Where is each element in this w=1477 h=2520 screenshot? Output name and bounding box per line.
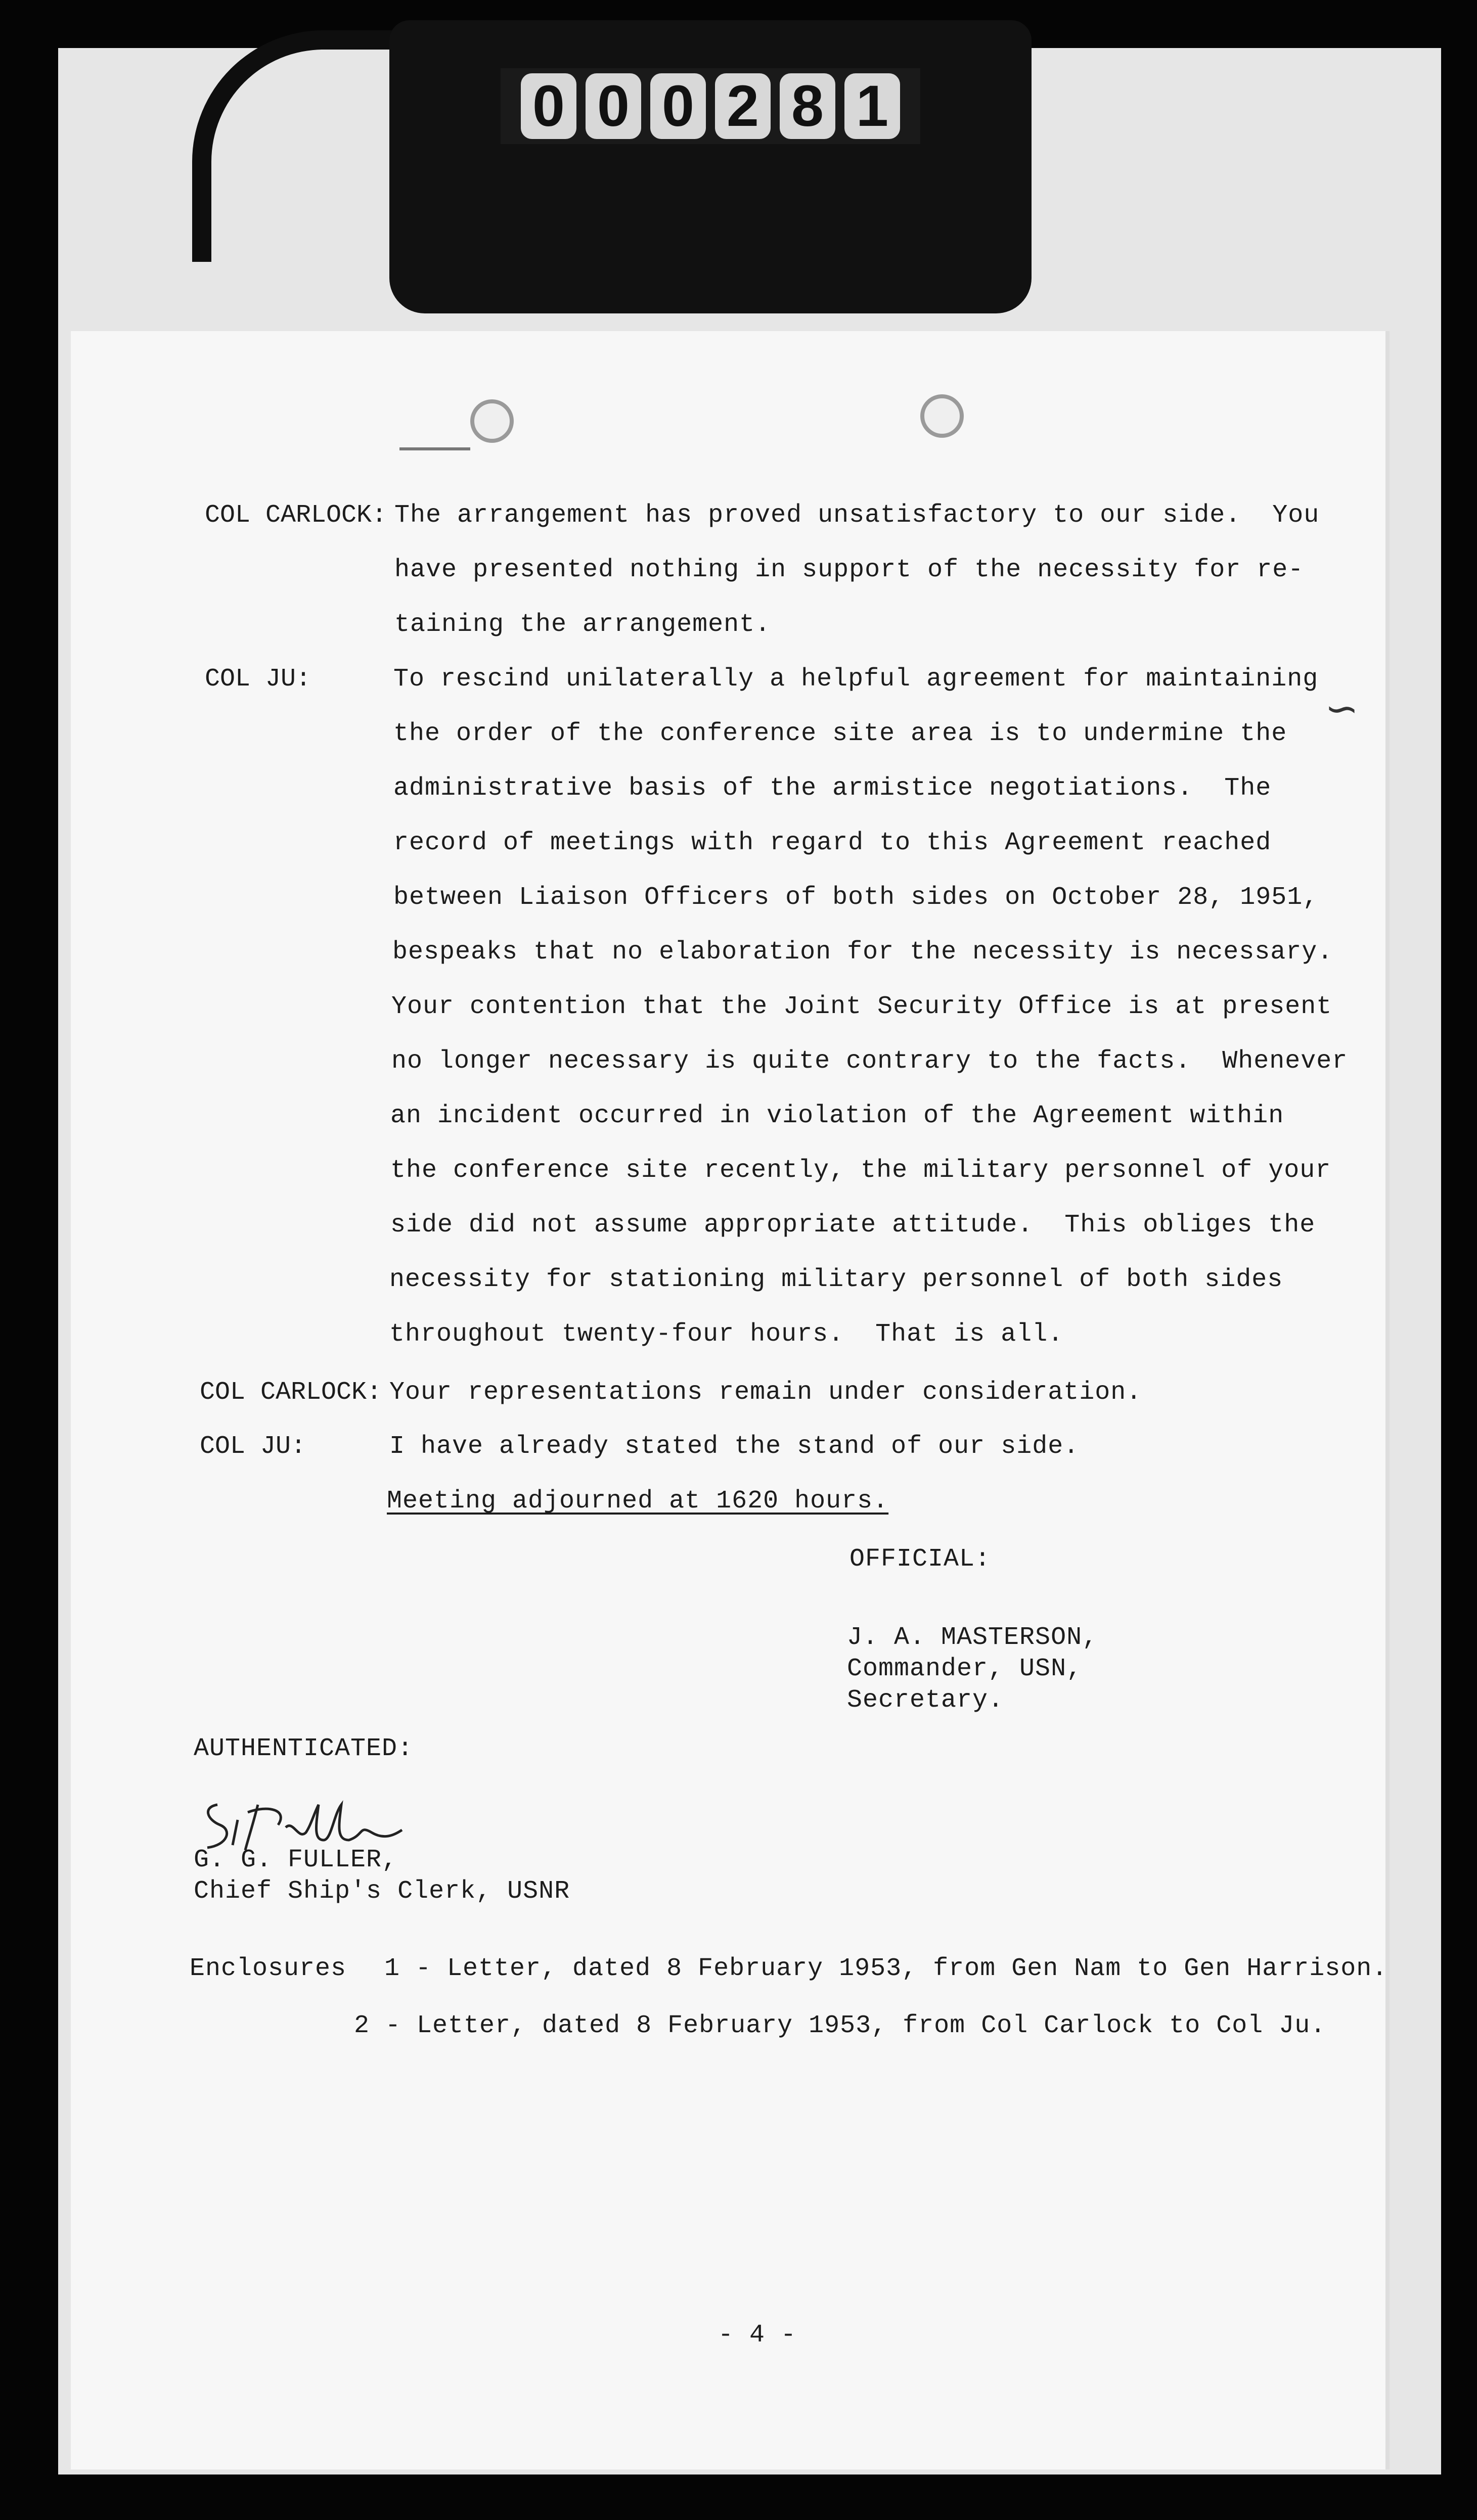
punch-hole-left — [470, 399, 514, 443]
speech-line: the conference site recently, the military personnel of your — [390, 1156, 1331, 1185]
official-rank: Commander, USN, — [847, 1655, 1083, 1683]
speech-line: no longer necessary is quite contrary to the facts. Whenever — [391, 1047, 1348, 1076]
counter-digit: 8 — [780, 73, 835, 139]
authenticator-name: G. G. FULLER, — [194, 1846, 398, 1874]
speech-line: administrative basis of the armistice negotiations. The — [393, 774, 1272, 803]
official-heading: OFFICIAL: — [849, 1545, 991, 1574]
speech-line: Your representations remain under consideration. — [389, 1378, 1142, 1407]
adjournment-note: Meeting adjourned at 1620 hours. — [387, 1487, 889, 1516]
speech-line: side did not assume appropriate attitude. This obliges the — [390, 1211, 1316, 1240]
authenticated-heading: AUTHENTICATED: — [194, 1734, 414, 1763]
official-title: Secretary. — [847, 1686, 1004, 1715]
counter-digit: 0 — [521, 73, 576, 139]
official-name: J. A. MASTERSON, — [847, 1623, 1098, 1652]
speech-line: To rescind unilaterally a helpful agreement for maintaining — [393, 665, 1319, 694]
enclosure-item: 2 - Letter, dated 8 February 1953, from Col Carlock to Col Ju. — [354, 2011, 1326, 2040]
speech-line: throughout twenty-four hours. That is all. — [389, 1320, 1064, 1349]
speaker-label: COL CARLOCK: — [200, 1378, 382, 1407]
counter-digit: 0 — [586, 73, 641, 139]
speech-line: necessity for stationing military personnel of both sides — [389, 1265, 1283, 1294]
speech-line: the order of the conference site area is to undermine the — [393, 719, 1287, 748]
counter-digit: 1 — [844, 73, 900, 139]
speech-line: taining the arrangement. — [394, 610, 771, 639]
speech-line: bespeaks that no elaboration for the necessity is necessary. — [392, 938, 1333, 967]
margin-mark: ∽ — [1325, 685, 1359, 732]
page-number: - 4 - — [718, 2321, 797, 2350]
punch-hole-right — [920, 394, 964, 438]
margin-dash — [399, 447, 470, 450]
speech-line: record of meetings with regard to this Agreement reached — [393, 829, 1272, 857]
speech-line: The arrangement has proved unsatisfactory to our side. You — [394, 501, 1320, 530]
speech-line: an incident occurred in violation of the Agreement within — [390, 1102, 1284, 1130]
enclosures-label: Enclosures — [190, 1954, 347, 1983]
speech-line: I have already stated the stand of our side. — [389, 1432, 1080, 1461]
speech-line: Your contention that the Joint Security Office is at present — [391, 992, 1332, 1021]
enclosure-item: 1 - Letter, dated 8 February 1953, from Gen Nam to Gen Harrison. — [384, 1954, 1388, 1983]
counter-digit: 0 — [650, 73, 706, 139]
authenticator-title: Chief Ship's Clerk, USNR — [194, 1877, 570, 1906]
speaker-label: COL JU: — [200, 1432, 306, 1461]
frame-counter-window — [501, 68, 920, 144]
speech-line: between Liaison Officers of both sides on October 28, 1951, — [393, 883, 1319, 912]
counter-digit: 2 — [715, 73, 771, 139]
speaker-label: COL JU: — [205, 665, 311, 694]
speech-line: have presented nothing in support of the necessity for re- — [394, 556, 1304, 584]
speaker-label: COL CARLOCK: — [205, 501, 387, 530]
frame-counter-device — [389, 20, 1032, 313]
